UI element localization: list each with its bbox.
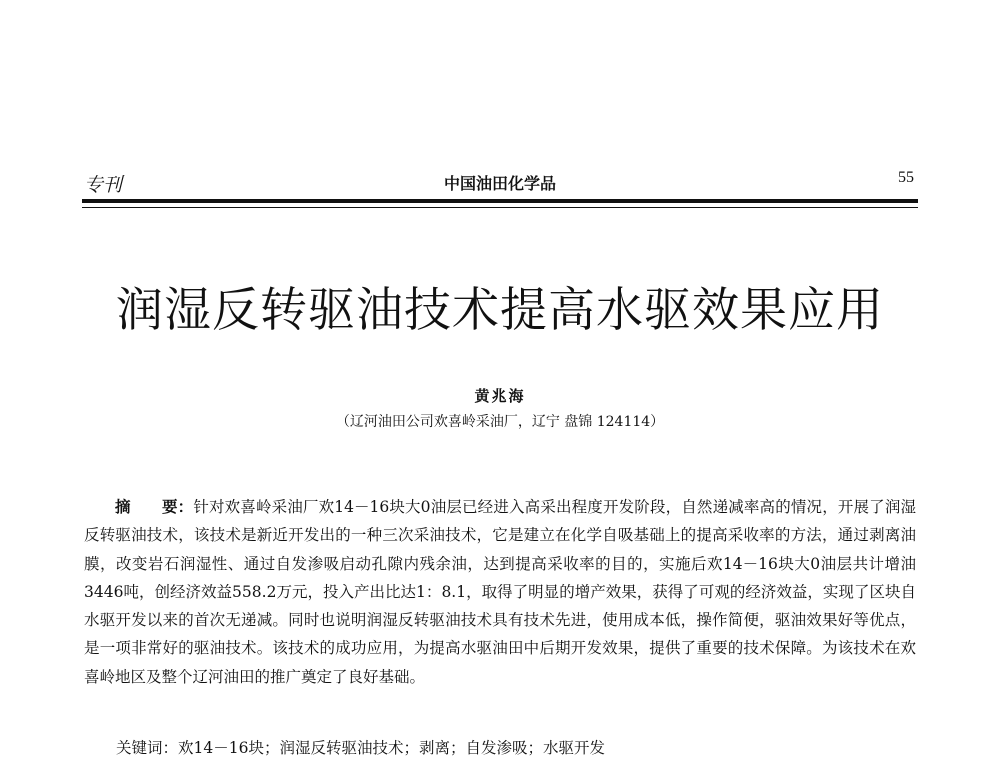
keywords-text: 欢14－16块；润湿反转驱油技术；剥离；自发渗吸；水驱开发	[178, 739, 605, 757]
author-affiliation: （辽河油田公司欢喜岭采油厂，辽宁 盘锦 124114）	[335, 414, 665, 430]
abstract	[84, 493, 916, 691]
keywords	[116, 736, 605, 758]
article-author: 黄兆海	[474, 387, 526, 405]
journal-section-label: 专刊	[84, 174, 123, 196]
abstract-label: 摘 要：	[115, 497, 194, 516]
abstract-text: 针对欢喜岭采油厂欢14－16块大0油层已经进入高采出程度开发阶段，自然递减率高的情况，开展了润湿反转驱油技术，该技术是新近开发出的一种三次采油技术，它是建立在化学自吸基础上的提高采收率的方法，通过剥离油膜，改变岩石润湿性、通过自发渗吸启动孔隙内残余油，达到提高采收率的目的，实施后欢14－16块大0油层共计增油3446吨，创经济效益558.2万元，投入产出比达1：8.1，取得了明显的增产效果，获得了可观的经济效益，实现了区块自水驱开发以来的首次无递减。同时也说明润湿反转驱油技术具有技术先进，使用成本低，操作简便，驱油效果好等优点，是一项非常好的驱油技术。该技术的成功应用，为提高水驱油田中后期开发效果，提供了重要的技术保障。为该技术在欢喜岭地区及整个辽河油田的推广奠定了良好基础。	[84, 498, 916, 686]
journal-name: 中国油田化学品	[443, 174, 556, 193]
keywords-label: 关键词：	[116, 739, 179, 757]
header-rule-thin	[82, 207, 918, 208]
header-rule-thick	[82, 199, 918, 203]
article-title: 润湿反转驱油技术提高水驱效果应用	[116, 283, 884, 338]
page-number: 55	[898, 169, 914, 186]
